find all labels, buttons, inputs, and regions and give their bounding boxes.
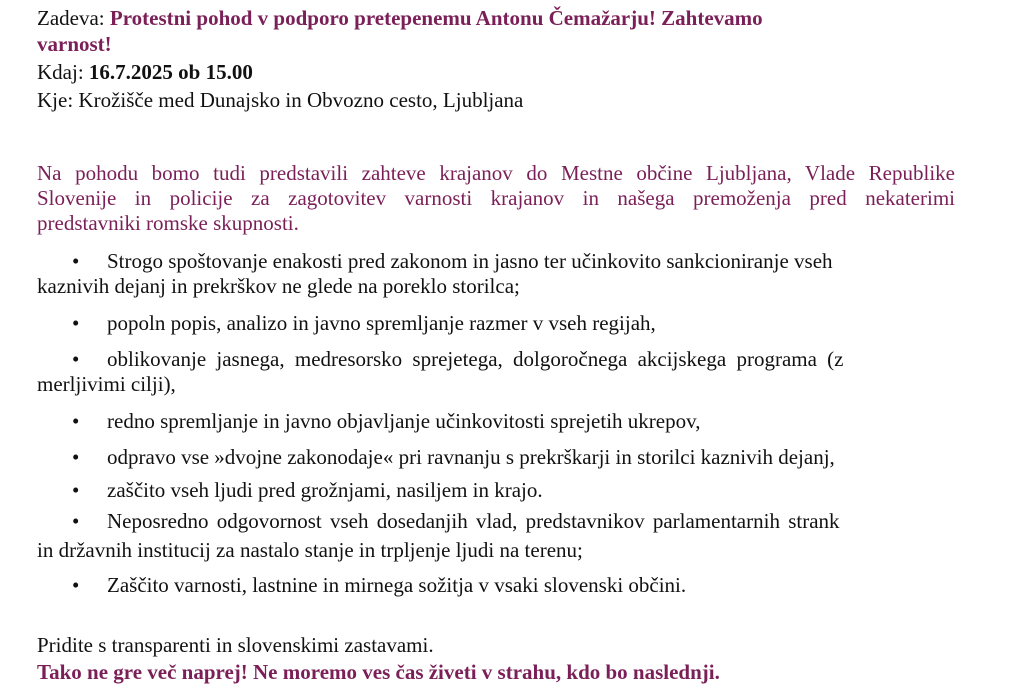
subject-title: Protestni pohod v podporo pretepenemu Antonu Čemažarju! Zahtevamo — [109, 6, 763, 30]
list-item-continuation: merljivimi cilji), — [37, 372, 176, 396]
when-value: 16.7.2025 ob 15.00 — [88, 60, 253, 84]
bullet-icon: • — [72, 409, 80, 433]
where-label: Kje: — [37, 88, 74, 112]
when-line — [37, 60, 253, 85]
list-item — [72, 347, 952, 372]
bullet-icon: • — [72, 249, 80, 273]
list-item-text: oblikovanje jasnega, medresorsko sprejetega, dolgoročnega akcijskega programa (z — [107, 347, 844, 371]
list-item — [72, 311, 656, 336]
list-item-text: odpravo vse »dvojne zakonodaje« pri ravnanju s prekrškarji in storilci kaznivih dejanj, — [107, 445, 835, 469]
list-item-text: redno spremljanje in javno objavljanje učinkovitosti sprejetih ukrepov, — [107, 409, 701, 433]
when-label: Kdaj: — [37, 60, 84, 84]
subject-line-2: varnost! — [37, 32, 112, 56]
list-item-continuation: in državnih institucij za nastalo stanje in trpljenje ljudi na terenu; — [37, 538, 583, 562]
list-item-text: Zaščito varnosti, lastnine in mirnega sožitja v vsaki slovenski občini. — [107, 573, 687, 597]
where-line — [37, 88, 523, 113]
list-item — [72, 509, 840, 534]
list-item — [72, 573, 686, 598]
closing-line-1: Pridite s transparenti in slovenskimi zastavami. — [37, 633, 434, 657]
closing-line-2: Tako ne gre več naprej! Ne moremo ves čas živeti v strahu, kdo bo naslednji. — [37, 660, 720, 684]
intro-line-2: Slovenije in policije za zagotovitev varnosti krajanov in našega premoženja pred nekaterimi — [37, 186, 955, 210]
list-item-text: zaščito vseh ljudi pred grožnjami, nasiljem in krajo. — [107, 478, 543, 502]
bullet-icon: • — [72, 445, 80, 469]
bullet-icon: • — [72, 509, 80, 533]
where-value: Krožišče med Dunajsko in Obvozno cesto, Ljubljana — [78, 88, 524, 112]
list-item-text: Strogo spoštovanje enakosti pred zakonom in jasno ter učinkovito sankcioniranje vseh — [107, 249, 833, 273]
list-item — [72, 478, 543, 503]
list-item — [72, 249, 833, 274]
list-item-text: popoln popis, analizo in javno spremljanje razmer v vseh regijah, — [107, 311, 656, 335]
bullet-icon: • — [72, 311, 80, 335]
bullet-icon: • — [72, 478, 80, 502]
bullet-icon: • — [72, 573, 80, 597]
intro-line-3: predstavniki romske skupnosti. — [37, 211, 299, 235]
subject-line-1 — [37, 6, 763, 31]
subject-label: Zadeva: — [37, 6, 105, 30]
list-item — [72, 409, 701, 434]
list-item-text: Neposredno odgovornost vseh dosedanjih vlad, predstavnikov parlamentarnih strank — [107, 509, 840, 533]
intro-line-1: Na pohodu bomo tudi predstavili zahteve krajanov do Mestne občine Ljubljana, Vlade Republike — [37, 161, 955, 185]
list-item-continuation: kaznivih dejanj in prekrškov ne glede na poreklo storilca; — [37, 274, 520, 298]
bullet-icon: • — [72, 347, 80, 371]
list-item — [72, 445, 835, 470]
